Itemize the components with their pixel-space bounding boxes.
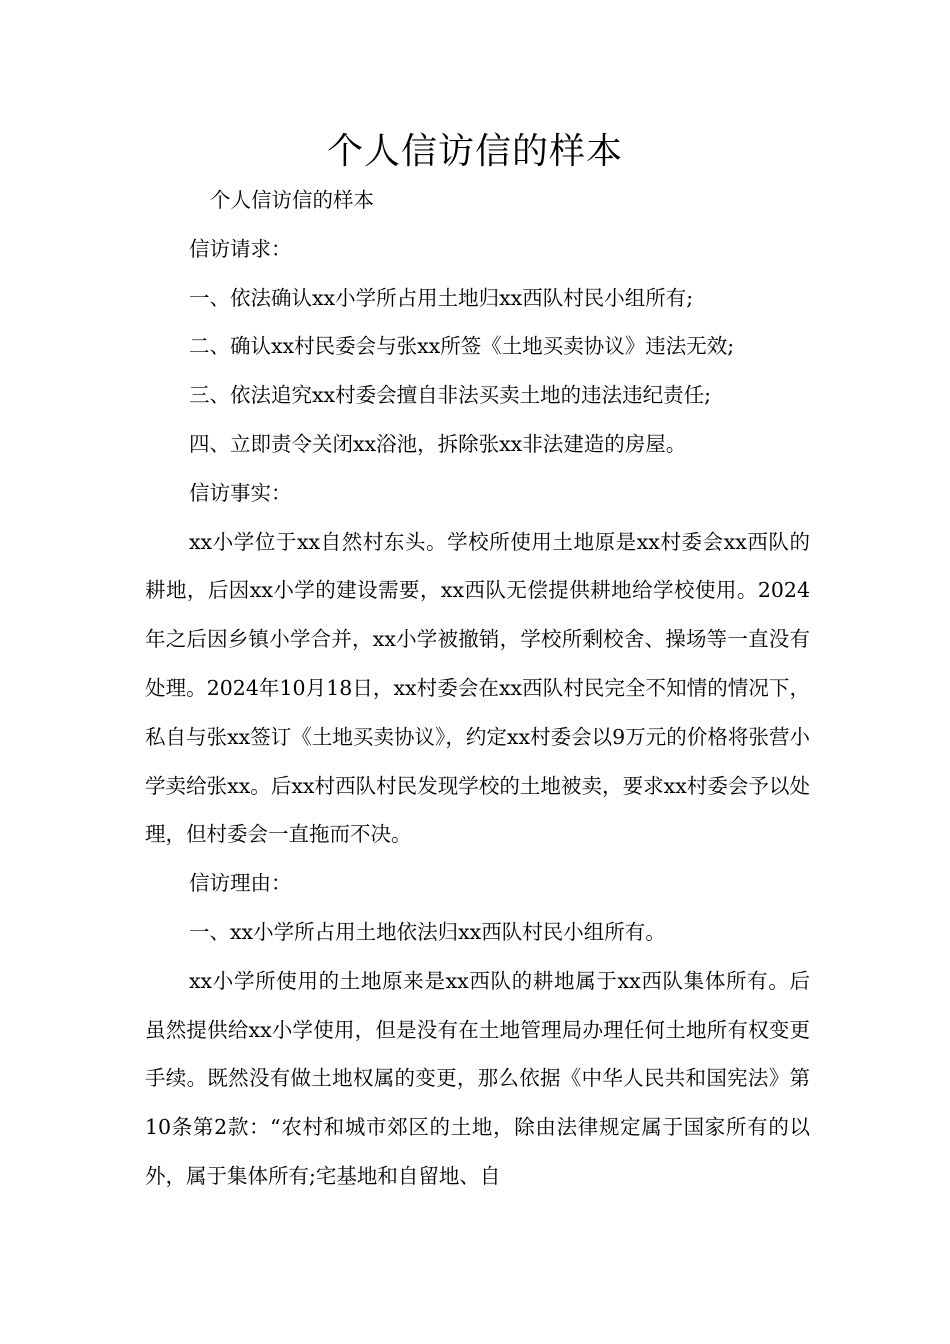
request-item-1: 一、依法确认xx小学所占用土地归xx西队村民小组所有; xyxy=(189,285,694,310)
section-heading-reasons: 信访理由： xyxy=(189,871,292,896)
request-item-3: 三、依法追究xx村委会擅自非法买卖土地的违法违纪责任; xyxy=(189,383,712,408)
subtitle-paragraph: 个人信访信的样本 xyxy=(210,188,374,212)
facts-paragraph: xx小学位于xx自然村东头。学校所使用土地原是xx村委会xx西队的耕地，后因xx小学的建设需要，xx西队无偿提供耕地给学校使用。2024年之后因乡镇小学合并，xx小学被撤销，学校所剩校舍、操场等一直没有处理。2024年10月18日，xx村委会在xx西队村民完全不知情的情况下，私自与张xx签订《土地买卖协议》，约定xx村委会以9万元的价格将张营小学卖给张xx。后xx村西队村民发现学校的土地被卖，要求xx村委会予以处理，但村委会一直拖而不决。 xyxy=(145,529,810,847)
section-heading-facts: 信访事实： xyxy=(189,480,292,505)
document-body xyxy=(145,176,810,1201)
document-title: 个人信访信的样本 xyxy=(326,131,623,172)
reason-item-1: 一、xx小学所占用土地依法归xx西队村民小组所有。 xyxy=(189,919,666,944)
request-item-2: 二、确认xx村民委会与张xx所签《土地买卖协议》违法无效; xyxy=(189,334,735,359)
section-heading-requests: 信访请求： xyxy=(189,236,292,261)
request-item-4: 四、立即责令关闭xx浴池，拆除张xx非法建造的房屋。 xyxy=(189,431,687,456)
reason-paragraph: xx小学所使用的土地原来是xx西队的耕地属于xx西队集体所有。后虽然提供给xx小学使用，但是没有在土地管理局办理任何土地所有权变更手续。既然没有做土地权属的变更，那么依据《中华人民共和国宪法》第10条第2款：“农村和城市郊区的土地，除由法律规定属于国家所有的以外，属于集体所有;宅基地和自留地、自 xyxy=(145,968,810,1188)
